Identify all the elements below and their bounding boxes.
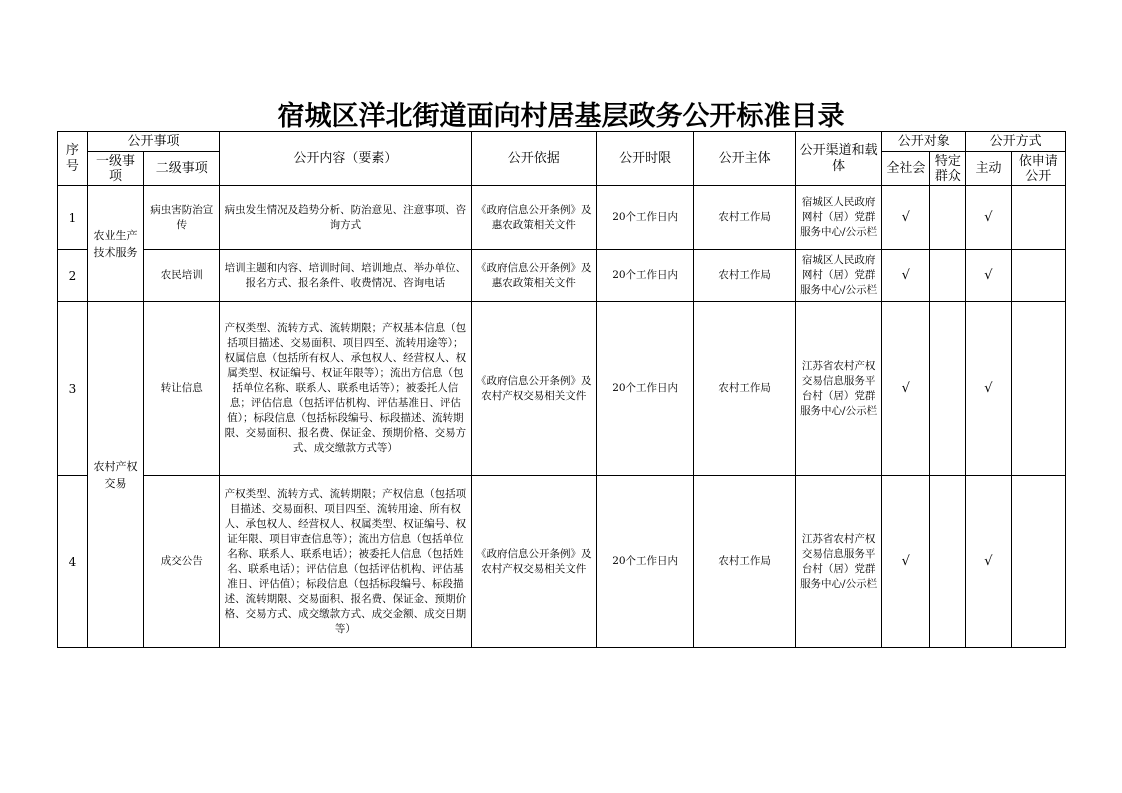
row-basis: 《政府信息公开条例》及惠农政策相关文件 [471,250,596,302]
row-seq: 1 [58,186,88,250]
header-target: 公开对象 [882,132,966,152]
row-target-all: √ [882,302,930,476]
header-matter: 公开事项 [87,132,219,152]
table-row [58,302,1066,476]
row-method-active: √ [966,250,1011,302]
row-time-limit: 20个工作日内 [596,302,694,476]
row-target-all: √ [882,186,930,250]
header-target-all: 全社会 [882,152,930,186]
row-method-request [1011,302,1065,476]
header-basis: 公开依据 [471,132,596,186]
row-seq: 3 [58,302,88,476]
row-subject: 农村工作局 [694,250,796,302]
category-level1: 农村产权交易 [87,302,143,648]
row-method-request [1011,250,1065,302]
row-channel: 江苏省农村产权交易信息服务平台村（居）党群服务中心/公示栏 [795,476,881,648]
row-target-specific [930,250,966,302]
row-method-request [1011,476,1065,648]
header-method-active: 主动 [966,152,1011,186]
header-content: 公开内容（要素） [220,132,471,186]
row-subject: 农村工作局 [694,186,796,250]
header-seq: 序号 [58,132,88,186]
header-subject: 公开主体 [694,132,796,186]
row-method-request [1011,186,1065,250]
row-basis: 《政府信息公开条例》及农村产权交易相关文件 [471,302,596,476]
row-subject: 农村工作局 [694,302,796,476]
disclosure-catalog-table [57,131,1066,648]
header-channel: 公开渠道和载体 [795,132,881,186]
row-target-specific [930,186,966,250]
row-level2: 转让信息 [144,302,220,476]
row-target-specific [930,476,966,648]
row-content: 病虫发生情况及趋势分析、防治意见、注意事项、咨询方式 [220,186,471,250]
row-content: 产权类型、流转方式、流转期限；产权基本信息（包括项目描述、交易面积、项目四至、流转用途等）；权属信息（包括所有权人、承包权人、经营权人、权属类型、权证编号、权证年限等）；流出方信息（包括单位名称、联系人、联系电话等）；被委托人信息；评估信息（包括评估机构、评估基准日、评估值）；标段信息（包括标段编号、标段描述、流转期限、交易面积、报名费、保证金、预期价格、交易方式、成交缴款方式等） [220,302,471,476]
category-level1: 农业生产技术服务 [87,186,143,302]
row-channel: 江苏省农村产权交易信息服务平台村（居）党群服务中心/公示栏 [795,302,881,476]
header-method-request: 依申请公开 [1011,152,1065,186]
row-subject: 农村工作局 [694,476,796,648]
row-method-active: √ [966,186,1011,250]
row-channel: 宿城区人民政府网村（居）党群服务中心/公示栏 [795,250,881,302]
row-method-active: √ [966,302,1011,476]
row-basis: 《政府信息公开条例》及农村产权交易相关文件 [471,476,596,648]
table-row [58,186,1066,250]
page-title: 宿城区洋北街道面向村居基层政务公开标准目录 [277,101,845,132]
row-time-limit: 20个工作日内 [596,186,694,250]
row-basis: 《政府信息公开条例》及惠农政策相关文件 [471,186,596,250]
row-target-all: √ [882,250,930,302]
row-content: 产权类型、流转方式、流转期限；产权信息（包括项目描述、交易面积、项目四至、流转用途、所有权人、承包权人、经营权人、权属类型、权证编号、权证年限、项目审查信息等）；流出方信息（包括单位名称、联系人、联系电话）；被委托人信息（包括姓名、联系电话）；评估信息（包括评估机构、评估基准日、评估值）；标段信息（包括标段编号、标段描述、流转期限、交易面积、报名费、保证金、预期价格、交易方式、成交缴款方式、成交金额、成交日期等） [220,476,471,648]
table-row [58,476,1066,648]
header-level2: 二级事项 [144,152,220,186]
row-target-all: √ [882,476,930,648]
row-time-limit: 20个工作日内 [596,250,694,302]
header-level1: 一级事项 [87,152,143,186]
row-target-specific [930,302,966,476]
header-row-top [58,132,1066,152]
row-time-limit: 20个工作日内 [596,476,694,648]
row-level2: 农民培训 [144,250,220,302]
header-time-limit: 公开时限 [596,132,694,186]
row-channel: 宿城区人民政府网村（居）党群服务中心/公示栏 [795,186,881,250]
row-method-active: √ [966,476,1011,648]
row-level2: 病虫害防治宣传 [144,186,220,250]
row-level2: 成交公告 [144,476,220,648]
row-seq: 4 [58,476,88,648]
row-seq: 2 [58,250,88,302]
table-row [58,250,1066,302]
header-target-specific: 特定群众 [930,152,966,186]
row-content: 培训主题和内容、培训时间、培训地点、举办单位、报名方式、报名条件、收费情况、咨询电话 [220,250,471,302]
header-method: 公开方式 [966,132,1066,152]
